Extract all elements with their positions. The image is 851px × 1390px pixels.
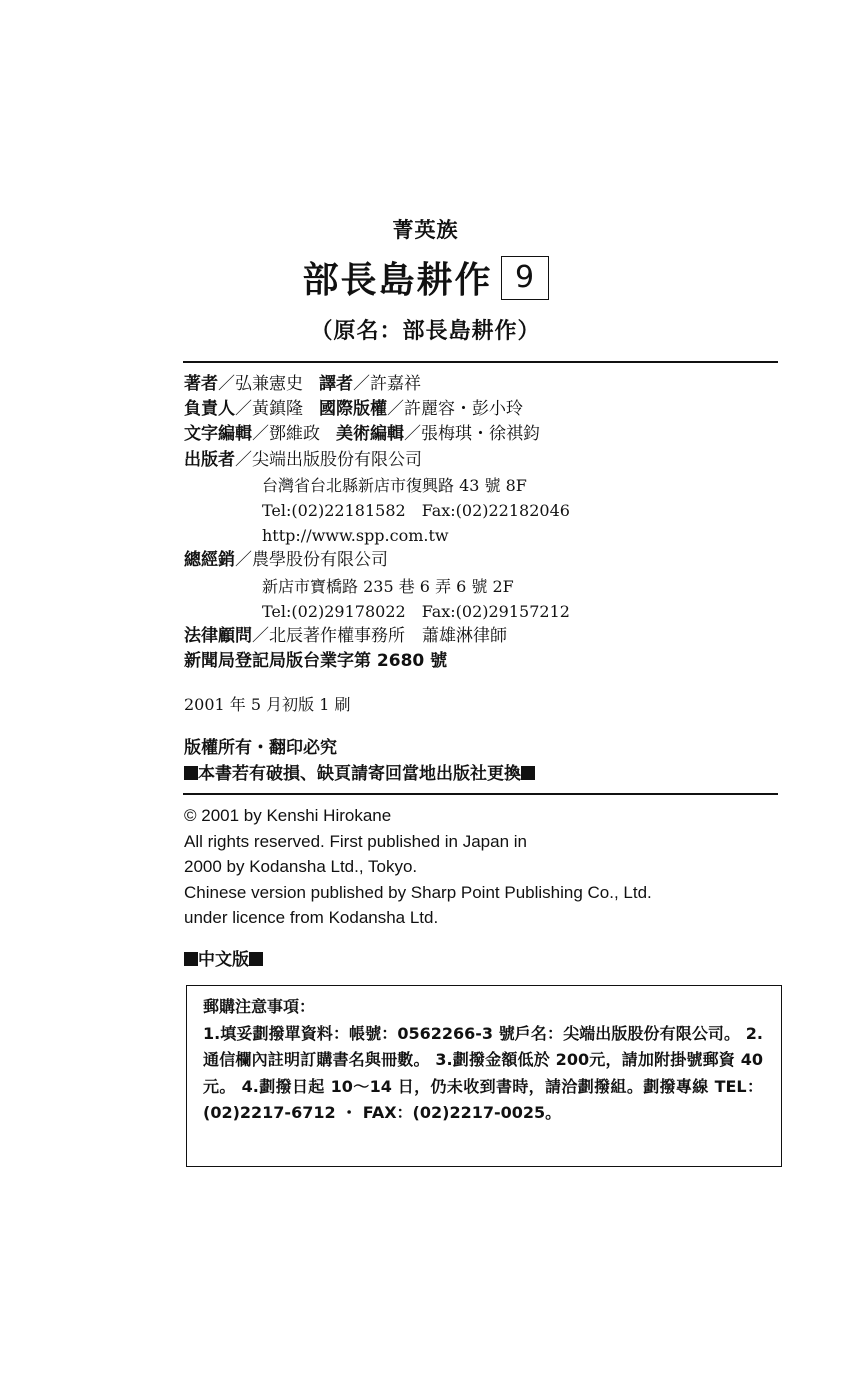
english-line: © 2001 by Kenshi Hirokane xyxy=(184,806,392,825)
edition-info: 2001 年 5 月初版 1 刷 xyxy=(184,695,351,714)
volume-number-box: 9 xyxy=(501,256,549,300)
text-editor-label: 文字編輯 xyxy=(184,424,252,445)
chinese-version-line xyxy=(184,945,263,970)
credits-block xyxy=(184,372,784,674)
publisher-address: 台灣省台北縣新店市復興路 43 號 8F xyxy=(262,475,527,495)
damage-notice-line xyxy=(184,761,535,787)
square-bullet-icon xyxy=(521,766,535,780)
english-line: 2000 by Kodansha Ltd., Tokyo. xyxy=(184,857,418,876)
credit-line-publisher xyxy=(184,448,784,473)
title-row xyxy=(0,252,851,303)
publisher-url: http://www.spp.com.tw xyxy=(262,526,449,546)
english-line: All rights reserved. First published in Japan in xyxy=(184,831,527,851)
square-bullet-icon xyxy=(184,766,198,780)
credit-line-distributor xyxy=(184,548,784,573)
translator-label: 譯者 xyxy=(319,374,353,394)
responsible-label: 負責人 xyxy=(184,399,235,420)
registration-number: 新聞局登記局版台業字第 2680 號 xyxy=(184,651,448,672)
distributor-address: 新店市寶橋路 235 巷 6 弄 6 號 2F xyxy=(262,576,514,596)
author-label: 著者 xyxy=(184,374,218,394)
distributor-value: ／農學股份有限公司 xyxy=(235,550,388,571)
english-line: under licence from Kodansha Ltd. xyxy=(184,908,439,927)
damage-notice: 本書若有破損、缺頁請寄回當地出版社更換 xyxy=(198,764,521,784)
english-copyright xyxy=(184,803,652,931)
middle-divider xyxy=(183,793,778,795)
art-editor-value: ／張梅琪・徐祺鈞 xyxy=(404,424,540,445)
translator-value: ／許嘉祥 xyxy=(353,374,421,394)
top-divider xyxy=(183,361,778,363)
credit-line-author xyxy=(184,372,784,397)
mail-order-title: 郵購注意事項： xyxy=(203,997,316,1016)
art-editor-label: 美術編輯 xyxy=(336,424,404,445)
mail-order-notice-box xyxy=(186,985,782,1167)
credit-line-editors xyxy=(184,422,784,447)
publisher-value: ／尖端出版股份有限公司 xyxy=(235,449,422,470)
credit-line-responsible xyxy=(184,397,784,422)
original-title: （原名：部長島耕作） xyxy=(310,319,541,344)
rights-block xyxy=(184,735,535,787)
distributor-tel: Tel:(02)29178022 xyxy=(262,601,406,621)
rights-reserved: 版權所有・翻印必究 xyxy=(184,738,337,758)
intl-rights-label: 國際版權 xyxy=(319,399,387,420)
distributor-contact xyxy=(184,599,784,624)
distributor-label: 總經銷 xyxy=(184,550,235,571)
legal-value: ／北辰著作權事務所 蕭雄淋律師 xyxy=(252,625,507,646)
square-bullet-icon xyxy=(184,952,198,966)
book-title: 部長島耕作 xyxy=(302,260,493,301)
publisher-contact xyxy=(184,498,784,523)
publisher-tel: Tel:(02)22181582 xyxy=(262,500,406,520)
publisher-fax: Fax:(02)22182046 xyxy=(421,500,570,520)
legal-label: 法律顧問 xyxy=(184,625,252,646)
author-value: ／弘兼憲史 xyxy=(218,374,303,394)
mail-order-body: 1.填妥劃撥單資料：帳號：0562266-3 號戶名：尖端出版股份有限公司。 2.通信欄內註明訂購書名與冊數。 3.劃撥金額低於 200元，請加附掛號郵資 40 元。 4.劃撥日起 10～14 日，仍未收到書時，請洽劃撥組。劃撥專線 TEL：(02)2217-6712 ・ FAX：(02)2217-0025。 xyxy=(203,1023,763,1122)
intl-rights-value: ／許麗容・彭小玲 xyxy=(387,399,523,420)
text-editor-value: ／鄧維政 xyxy=(252,424,320,445)
distributor-fax: Fax:(02)29157212 xyxy=(421,601,570,621)
responsible-value: ／黃鎮隆 xyxy=(235,399,303,420)
english-line: Chinese version published by Sharp Point Publishing Co., Ltd. xyxy=(184,882,652,902)
square-bullet-icon xyxy=(249,952,263,966)
series-name: 菁英族 xyxy=(392,218,459,242)
credit-line-legal xyxy=(184,624,784,649)
publisher-label: 出版者 xyxy=(184,449,235,470)
chinese-version: 中文版 xyxy=(198,950,249,970)
